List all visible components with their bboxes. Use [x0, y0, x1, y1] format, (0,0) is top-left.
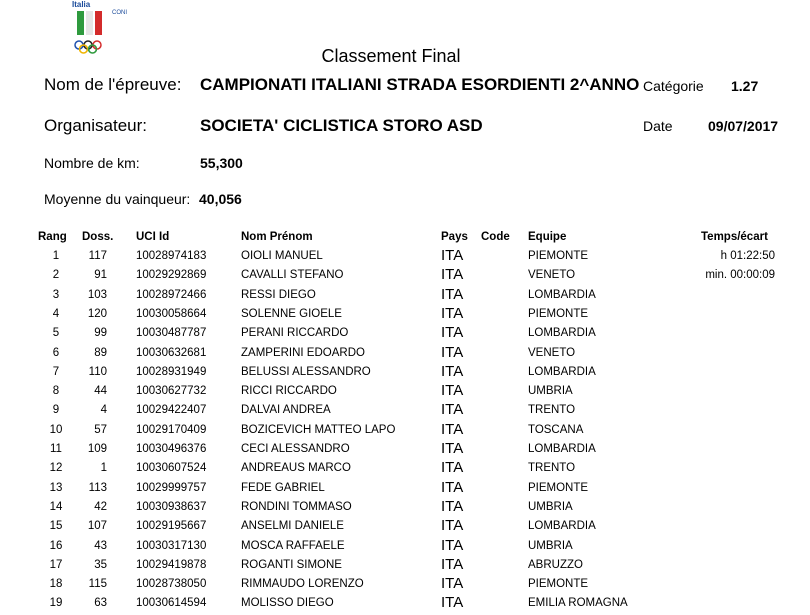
cell-pays: ITA: [441, 324, 464, 342]
cell-pays: ITA: [441, 420, 464, 438]
cell-name: SOLENNE GIOELE: [241, 307, 342, 320]
cell-name: FEDE GABRIEL: [241, 481, 325, 494]
avg-speed-value: 40,056: [199, 191, 242, 207]
cell-doss: 110: [88, 365, 107, 378]
table-row: [0, 382, 810, 401]
cell-doss: 42: [94, 500, 107, 513]
cell-doss: 89: [94, 346, 107, 359]
cell-uci-id: 10030614594: [136, 597, 207, 610]
km-value: 55,300: [200, 155, 243, 171]
cell-uci-id: 10029292869: [136, 269, 207, 282]
cell-uci-id: 10030496376: [136, 443, 207, 455]
table-row: [0, 440, 810, 459]
col-header-rang: Rang: [38, 231, 67, 243]
col-header-doss: Doss.: [82, 231, 114, 243]
cell-doss: 115: [88, 578, 107, 591]
cell-name: ZAMPERINI EDOARDO: [241, 346, 365, 359]
col-header-pays: Pays: [441, 231, 468, 243]
event-name: CAMPIONATI ITALIANI STRADA ESORDIENTI 2^ANNO: [200, 75, 640, 94]
cell-uci-id: 10030317130: [136, 539, 207, 552]
cell-doss: 44: [94, 385, 107, 398]
cell-uci-id: 10030058664: [136, 307, 207, 320]
cell-pays: ITA: [441, 362, 464, 380]
table-row: [0, 556, 810, 575]
cell-pays: ITA: [441, 459, 464, 477]
cell-equipe: PIEMONTE: [528, 481, 589, 494]
table-row: [0, 575, 810, 594]
col-header-code: Code: [481, 231, 510, 243]
date-label: Date: [643, 118, 673, 134]
cell-rang: 11: [50, 443, 62, 455]
cell-rang: 14: [49, 500, 63, 513]
cell-name: CAVALLI STEFANO: [241, 269, 344, 282]
cell-doss: 43: [94, 539, 107, 552]
cell-uci-id: 10029195667: [136, 520, 207, 533]
cell-doss: 109: [87, 443, 107, 455]
cell-name: ANSELMI DANIELE: [241, 520, 344, 533]
cell-name: DALVAI ANDREA: [241, 404, 331, 417]
cell-pays: ITA: [441, 266, 464, 284]
cell-doss: 103: [87, 288, 107, 301]
cell-doss: 1: [100, 462, 107, 475]
cell-temps: h 01:22:50: [720, 250, 775, 262]
cell-name: MOSCA RAFFAELE: [241, 539, 345, 552]
cell-equipe: EMILIA ROMAGNA: [528, 597, 628, 610]
cell-name: RICCI RICCARDO: [241, 385, 337, 398]
cell-rang: 2: [52, 269, 60, 282]
table-row: [0, 363, 810, 382]
col-header-equipe: Equipe: [528, 231, 567, 243]
logo-org-text: CONI: [112, 10, 127, 16]
cell-uci-id: 10030607524: [136, 462, 207, 475]
page-title: Classement Final: [321, 46, 461, 66]
table-row: [0, 421, 810, 440]
table-row: [0, 324, 810, 343]
cell-rang: 5: [52, 327, 60, 340]
cell-rang: 19: [49, 597, 63, 610]
cell-name: RIMMAUDO LORENZO: [241, 578, 364, 591]
table-row: [0, 517, 810, 536]
cell-doss: 35: [94, 558, 107, 571]
cell-uci-id: 10029999757: [136, 481, 207, 494]
cell-pays: ITA: [441, 478, 464, 496]
cell-uci-id: 10030938637: [136, 500, 207, 513]
cell-equipe: UMBRIA: [528, 500, 573, 513]
cell-uci-id: 10028738050: [136, 578, 207, 591]
cell-pays: ITA: [441, 517, 464, 535]
cell-doss: 99: [94, 327, 107, 340]
cell-rang: 6: [52, 346, 60, 359]
cell-doss: 91: [94, 269, 107, 282]
col-header-uci: UCI Id: [136, 231, 170, 243]
cell-pays: ITA: [441, 555, 464, 573]
cell-rang: 15: [49, 520, 63, 533]
event-name-clip: [200, 74, 640, 96]
cell-equipe: PIEMONTE: [528, 250, 589, 262]
cell-pays: ITA: [441, 497, 464, 515]
cell-pays: ITA: [441, 382, 464, 400]
cell-name: OIOLI MANUEL: [241, 250, 323, 262]
table-row: [0, 305, 810, 324]
organizer-label: Organisateur:: [44, 116, 147, 135]
cell-equipe: LOMBARDIA: [528, 443, 596, 455]
cell-pays: ITA: [441, 575, 464, 593]
cell-equipe: TRENTO: [528, 404, 576, 417]
col-header-temps: Temps/écart: [701, 231, 768, 243]
logo-text: Italia: [72, 0, 91, 9]
cell-doss: 117: [88, 250, 107, 262]
cell-uci-id: 10030627732: [136, 385, 207, 398]
cell-equipe: LOMBARDIA: [528, 327, 596, 340]
cell-doss: 113: [88, 481, 107, 494]
date-value: 09/07/2017: [708, 118, 779, 134]
table-row: [0, 537, 810, 556]
cell-name: RESSI DIEGO: [241, 288, 316, 301]
event-label: Nom de l'épreuve:: [44, 75, 182, 94]
cell-rang: 8: [52, 385, 60, 398]
cell-name: MOLISSO DIEGO: [241, 597, 334, 610]
cell-equipe: ABRUZZO: [528, 558, 583, 571]
cell-pays: ITA: [441, 304, 464, 322]
cell-uci-id: 10030632681: [136, 346, 207, 359]
table-row: [0, 266, 810, 285]
cell-name: ANDREAUS MARCO: [241, 462, 351, 475]
cell-name: RONDINI TOMMASO: [241, 500, 352, 513]
cell-doss: 120: [87, 307, 107, 320]
cell-temps: min. 00:00:09: [705, 269, 775, 282]
cell-uci-id: 10029422407: [136, 404, 207, 417]
cell-uci-id: 10028972466: [136, 288, 207, 301]
cell-equipe: TRENTO: [528, 462, 576, 475]
table-row: [0, 247, 810, 266]
cell-equipe: LOMBARDIA: [528, 288, 596, 301]
cell-rang: 18: [49, 578, 63, 591]
cell-equipe: PIEMONTE: [528, 578, 589, 591]
cell-name: CECI ALESSANDRO: [241, 443, 350, 455]
cell-equipe: VENETO: [528, 346, 576, 359]
cell-rang: 10: [49, 423, 63, 436]
cell-name: ROGANTI SIMONE: [241, 558, 342, 571]
km-label: Nombre de km:: [44, 155, 140, 171]
cell-rang: 7: [52, 365, 60, 378]
cell-doss: 4: [100, 404, 107, 417]
cell-doss: 107: [87, 520, 107, 533]
cell-pays: ITA: [441, 536, 464, 554]
cell-equipe: UMBRIA: [528, 539, 573, 552]
table-row: [0, 479, 810, 498]
cell-equipe: PIEMONTE: [528, 307, 589, 320]
cell-equipe: VENETO: [528, 269, 576, 282]
cell-pays: ITA: [441, 343, 464, 361]
cell-uci-id: 10029419878: [136, 558, 207, 571]
cell-uci-id: 10030487787: [136, 327, 207, 340]
cell-rang: 12: [49, 462, 63, 475]
cell-equipe: LOMBARDIA: [528, 365, 596, 378]
table-row: [0, 594, 810, 613]
cell-rang: 17: [49, 558, 63, 571]
cell-pays: ITA: [441, 401, 464, 419]
cell-equipe: TOSCANA: [528, 423, 584, 436]
cell-uci-id: 10028974183: [136, 250, 207, 262]
cell-uci-id: 10028931949: [136, 365, 207, 378]
cell-pays: ITA: [441, 440, 464, 457]
table-row: [0, 498, 810, 517]
table-row: [0, 459, 810, 478]
table-row: [0, 401, 810, 420]
cell-doss: 57: [94, 423, 107, 436]
cell-equipe: UMBRIA: [528, 385, 573, 398]
cell-rang: 13: [49, 481, 63, 494]
cell-rang: 3: [52, 288, 60, 301]
cell-name: BOZICEVICH MATTEO LAPO: [241, 423, 396, 436]
cell-pays: ITA: [441, 247, 464, 264]
table-row: [0, 344, 810, 363]
cell-doss: 63: [94, 597, 107, 610]
cell-rang: 4: [52, 307, 60, 320]
table-row: [0, 286, 810, 305]
cell-rang: 16: [49, 539, 63, 552]
category-value: 1.27: [731, 78, 759, 94]
cell-pays: ITA: [441, 594, 464, 612]
cell-rang: 1: [52, 250, 60, 262]
cell-name: BELUSSI ALESSANDRO: [241, 365, 371, 378]
col-header-name: Nom Prénom: [241, 231, 313, 243]
avg-speed-label: Moyenne du vainqueur:: [44, 191, 191, 207]
category-label: Catégorie: [643, 78, 704, 94]
cell-equipe: LOMBARDIA: [528, 520, 596, 533]
cell-name: PERANI RICCARDO: [241, 327, 349, 340]
cell-pays: ITA: [441, 285, 464, 303]
organizer-value: SOCIETA' CICLISTICA STORO ASD: [200, 116, 483, 135]
cell-rang: 9: [52, 404, 60, 417]
cell-uci-id: 10029170409: [136, 423, 207, 436]
